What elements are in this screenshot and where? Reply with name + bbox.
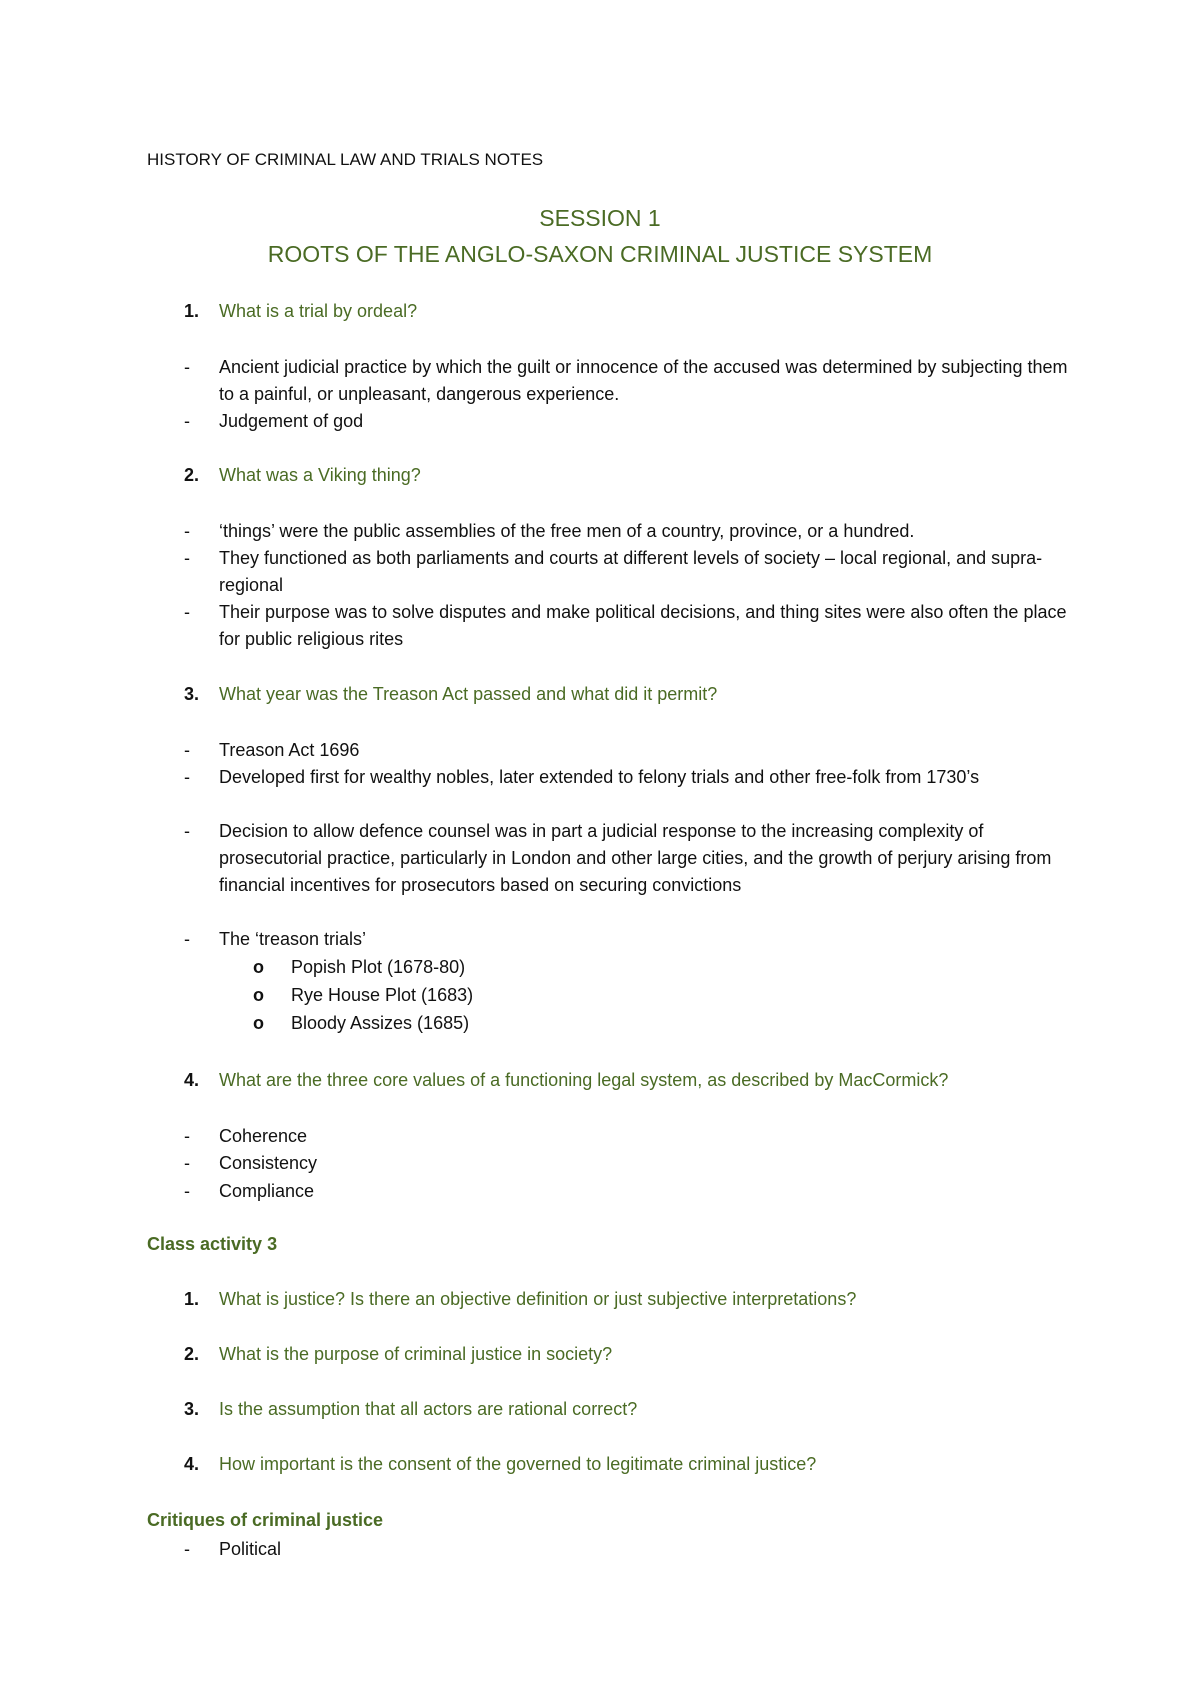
bullet-text: Treason Act 1696 [219, 740, 360, 760]
question-number: 2. [184, 1344, 200, 1364]
critiques-heading: Critiques of criminal justice [147, 1510, 384, 1530]
question-text: What is a trial by ordeal? [219, 301, 418, 321]
dash-bullet: - [184, 548, 190, 568]
dash-bullet: - [184, 1181, 190, 1201]
bullet-text: Ancient judicial practice by which the guilt or innocence of the accused was determined by subjecting them to a painful, or unpleasant, dangerous experience. [219, 357, 1068, 404]
question-number: 4. [184, 1454, 200, 1474]
dash-bullet: - [184, 821, 190, 841]
question-text: What is justice? Is there an objective definition or just subjective interpretations? [219, 1289, 857, 1309]
question-number: 2. [184, 465, 200, 485]
question-text: How important is the consent of the governed to legitimate criminal justice? [219, 1454, 817, 1474]
session-title: ROOTS OF THE ANGLO-SAXON CRIMINAL JUSTICE SYSTEM [267, 241, 933, 267]
bullet-text: Compliance [219, 1181, 315, 1201]
bullet-text: Consistency [219, 1153, 318, 1173]
question-number: 3. [184, 684, 200, 704]
dash-bullet: - [184, 1126, 190, 1146]
bullet-text: Developed first for wealthy nobles, later extended to felony trials and other free-folk from 1730’s [219, 767, 980, 787]
question-number: 1. [184, 1289, 200, 1309]
dash-bullet: - [184, 740, 190, 760]
dash-bullet: - [184, 1539, 190, 1559]
dash-bullet: - [184, 1153, 190, 1173]
sub-bullet-text: Popish Plot (1678-80) [291, 957, 466, 977]
circle-bullet: o [253, 957, 264, 977]
bullet-text: They functioned as both parliaments and courts at different levels of society – local regional, and supra-regional [219, 548, 1043, 595]
dash-bullet: - [184, 602, 190, 622]
bullet-text: Coherence [219, 1126, 308, 1146]
circle-bullet: o [253, 1013, 264, 1033]
class-activity-heading: Class activity 3 [147, 1234, 278, 1254]
question-text: What year was the Treason Act passed and what did it permit? [219, 684, 718, 704]
question-number: 4. [184, 1070, 200, 1090]
dash-bullet: - [184, 929, 190, 949]
dash-bullet: - [184, 411, 190, 431]
dash-bullet: - [184, 357, 190, 377]
dash-bullet: - [184, 521, 190, 541]
bullet-text: Judgement of god [219, 411, 364, 431]
bullet-text: ‘things’ were the public assemblies of the free men of a country, province, or a hundred. [219, 521, 915, 541]
question-number: 3. [184, 1399, 200, 1419]
question-text: What is the purpose of criminal justice in society? [219, 1344, 613, 1364]
bullet-text: Decision to allow defence counsel was in part a judicial response to the increasing complexity of prosecutorial practice, particularly in London and other large cities, and the growth of perjury arising from financial incentives for prosecutors based on securing convictions [219, 821, 1052, 895]
sub-bullet-text: Bloody Assizes (1685) [291, 1013, 470, 1033]
question-number: 1. [184, 301, 200, 321]
dash-bullet: - [184, 767, 190, 787]
bullet-text: Political [219, 1539, 282, 1559]
question-text: Is the assumption that all actors are rational correct? [219, 1399, 638, 1419]
bullet-text: The ‘treason trials’ [219, 929, 367, 949]
circle-bullet: o [253, 985, 264, 1005]
bullet-text: Their purpose was to solve disputes and make political decisions, and thing sites were also often the place for public religious rites [219, 602, 1067, 649]
session-number: SESSION 1 [539, 205, 661, 231]
question-text: What are the three core values of a functioning legal system, as described by MacCormick? [219, 1070, 949, 1090]
question-text: What was a Viking thing? [219, 465, 421, 485]
document-title: HISTORY OF CRIMINAL LAW AND TRIALS NOTES [147, 150, 544, 169]
sub-bullet-text: Rye House Plot (1683) [291, 985, 474, 1005]
